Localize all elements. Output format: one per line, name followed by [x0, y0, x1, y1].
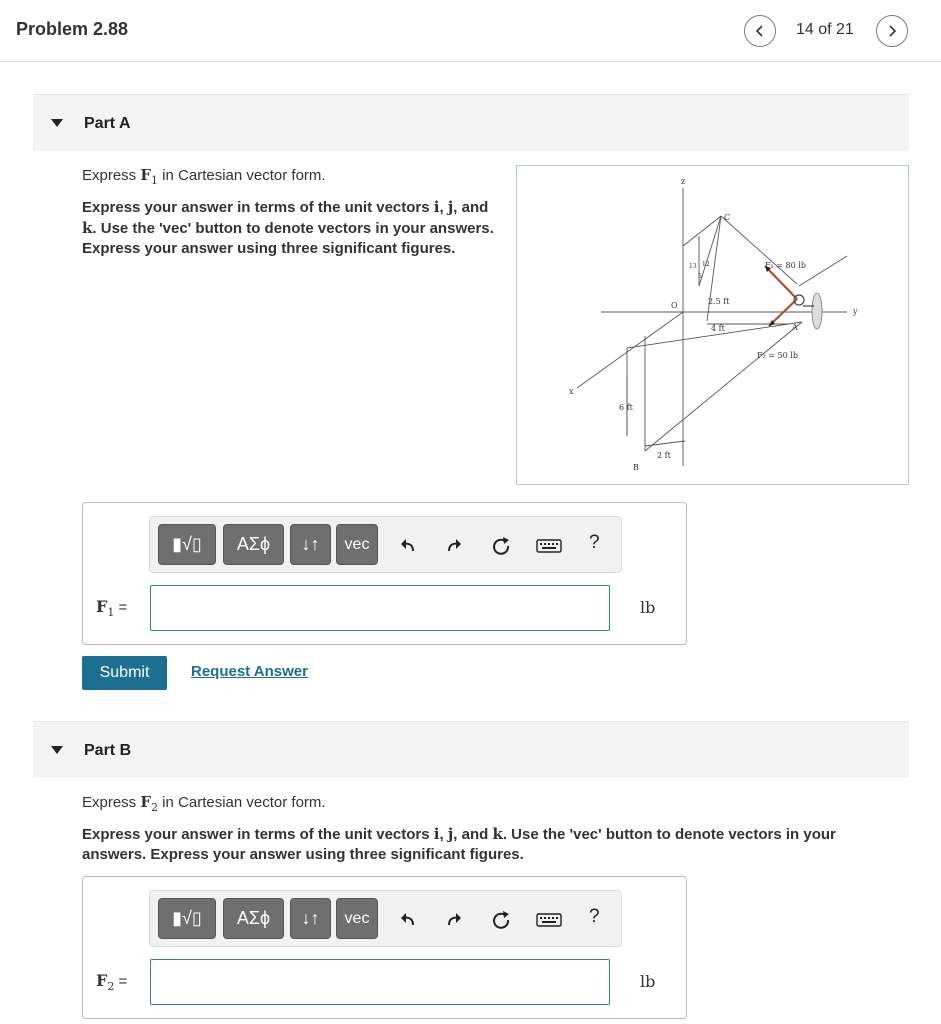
redo-icon[interactable]: [442, 534, 466, 558]
vec-button[interactable]: vec: [336, 898, 378, 939]
label-4ft: 4 ft: [711, 324, 725, 333]
x-axis: [577, 312, 683, 388]
caret-down-icon: [51, 119, 63, 127]
next-button[interactable]: [876, 15, 908, 47]
label-5: 5: [698, 273, 702, 280]
part-a-instructions: Express your answer in terms of the unit vectors i, j, and k. Use the 'vec' button to denote vectors in your answers. Express your answer using three significant figures.: [82, 198, 494, 257]
part-a-answer-box: [82, 502, 687, 645]
part-b-instructions: Express your answer in terms of the unit vectors i, j, and k. Use the 'vec' button to denote vectors in your answers. Express your answer using three significant figures.: [82, 825, 836, 863]
c-to-a-line: [721, 216, 797, 284]
part-a-header[interactable]: [33, 94, 909, 151]
label-6ft: 6 ft: [619, 403, 633, 412]
help-button[interactable]: ?: [589, 906, 600, 927]
label-f1: F₁ = 80 lb: [765, 261, 806, 270]
vec-button[interactable]: vec: [336, 524, 378, 565]
keyboard-icon[interactable]: [536, 908, 562, 932]
greek-button[interactable]: ΑΣϕ: [223, 898, 284, 939]
problem-figure: [516, 165, 909, 485]
f1-line: [799, 256, 847, 286]
arrows-button[interactable]: ↓↑: [290, 524, 331, 565]
greek-button[interactable]: ΑΣϕ: [223, 524, 284, 565]
chevron-left-icon: [753, 24, 767, 38]
caret-down-icon: [51, 746, 63, 754]
label-y: y: [853, 307, 858, 316]
label-12: 12: [702, 261, 710, 268]
keyboard-icon[interactable]: [536, 534, 562, 558]
label-f2: F₂ = 50 lb: [757, 351, 798, 360]
f1-answer-input[interactable]: [150, 585, 610, 631]
top-bar: [0, 0, 941, 62]
templates-button[interactable]: ▮√▯: [158, 898, 216, 939]
label-2-5ft: 2.5 ft: [708, 297, 730, 306]
chevron-right-icon: [885, 24, 899, 38]
part-b-answer-box: [82, 876, 687, 1019]
f1-unit: lb: [640, 598, 656, 617]
page-title: Problem 2.88: [16, 19, 129, 39]
arrows-button[interactable]: ↓↑: [290, 898, 331, 939]
undo-icon[interactable]: [396, 534, 420, 558]
submit-button[interactable]: Submit: [82, 656, 167, 690]
templates-button[interactable]: ▮√▯: [158, 524, 216, 565]
pole-line: [683, 216, 721, 246]
request-answer-link[interactable]: Request Answer: [191, 663, 308, 680]
reset-icon[interactable]: [489, 534, 513, 558]
part-a-label: Part A: [84, 115, 131, 132]
prompt-text-end: in Cartesian vector form.: [158, 167, 326, 184]
label-13: 13: [689, 263, 697, 270]
label-o: O: [671, 301, 678, 310]
base-line-2: [645, 322, 802, 451]
math-toolbar: [149, 890, 622, 947]
prompt-text: Express: [82, 167, 141, 184]
problem-counter: 14 of 21: [796, 21, 854, 38]
force-diagram: [517, 166, 910, 486]
part-b-label: Part B: [84, 742, 132, 759]
prompt-subscript: 1: [151, 174, 159, 187]
part-a-prompt: [82, 166, 326, 187]
wall-plate: [812, 293, 822, 329]
help-button[interactable]: ?: [589, 532, 600, 553]
math-toolbar: [149, 516, 622, 573]
reset-icon[interactable]: [489, 908, 513, 932]
f1-equation-label: $F_1$ =: [96, 597, 128, 619]
label-b: B: [633, 463, 639, 472]
label-a: A: [792, 323, 798, 332]
prompt-variable: F: [140, 166, 152, 184]
label-z: z: [681, 177, 686, 186]
label-2ft: 2 ft: [657, 451, 671, 460]
f1-arrow: [765, 266, 797, 299]
label-c: C: [724, 213, 731, 222]
f2-answer-input[interactable]: [150, 959, 610, 1005]
undo-icon[interactable]: [396, 908, 420, 932]
part-b-prompt: Express $F_2$ in Cartesian vector form.: [82, 793, 326, 814]
label-x: x: [569, 387, 574, 396]
f2-equation-label: $F_2$ =: [96, 971, 128, 993]
redo-icon[interactable]: [442, 908, 466, 932]
part-b-header[interactable]: [33, 721, 909, 778]
previous-button[interactable]: [744, 15, 776, 47]
f2-unit: lb: [640, 972, 656, 991]
